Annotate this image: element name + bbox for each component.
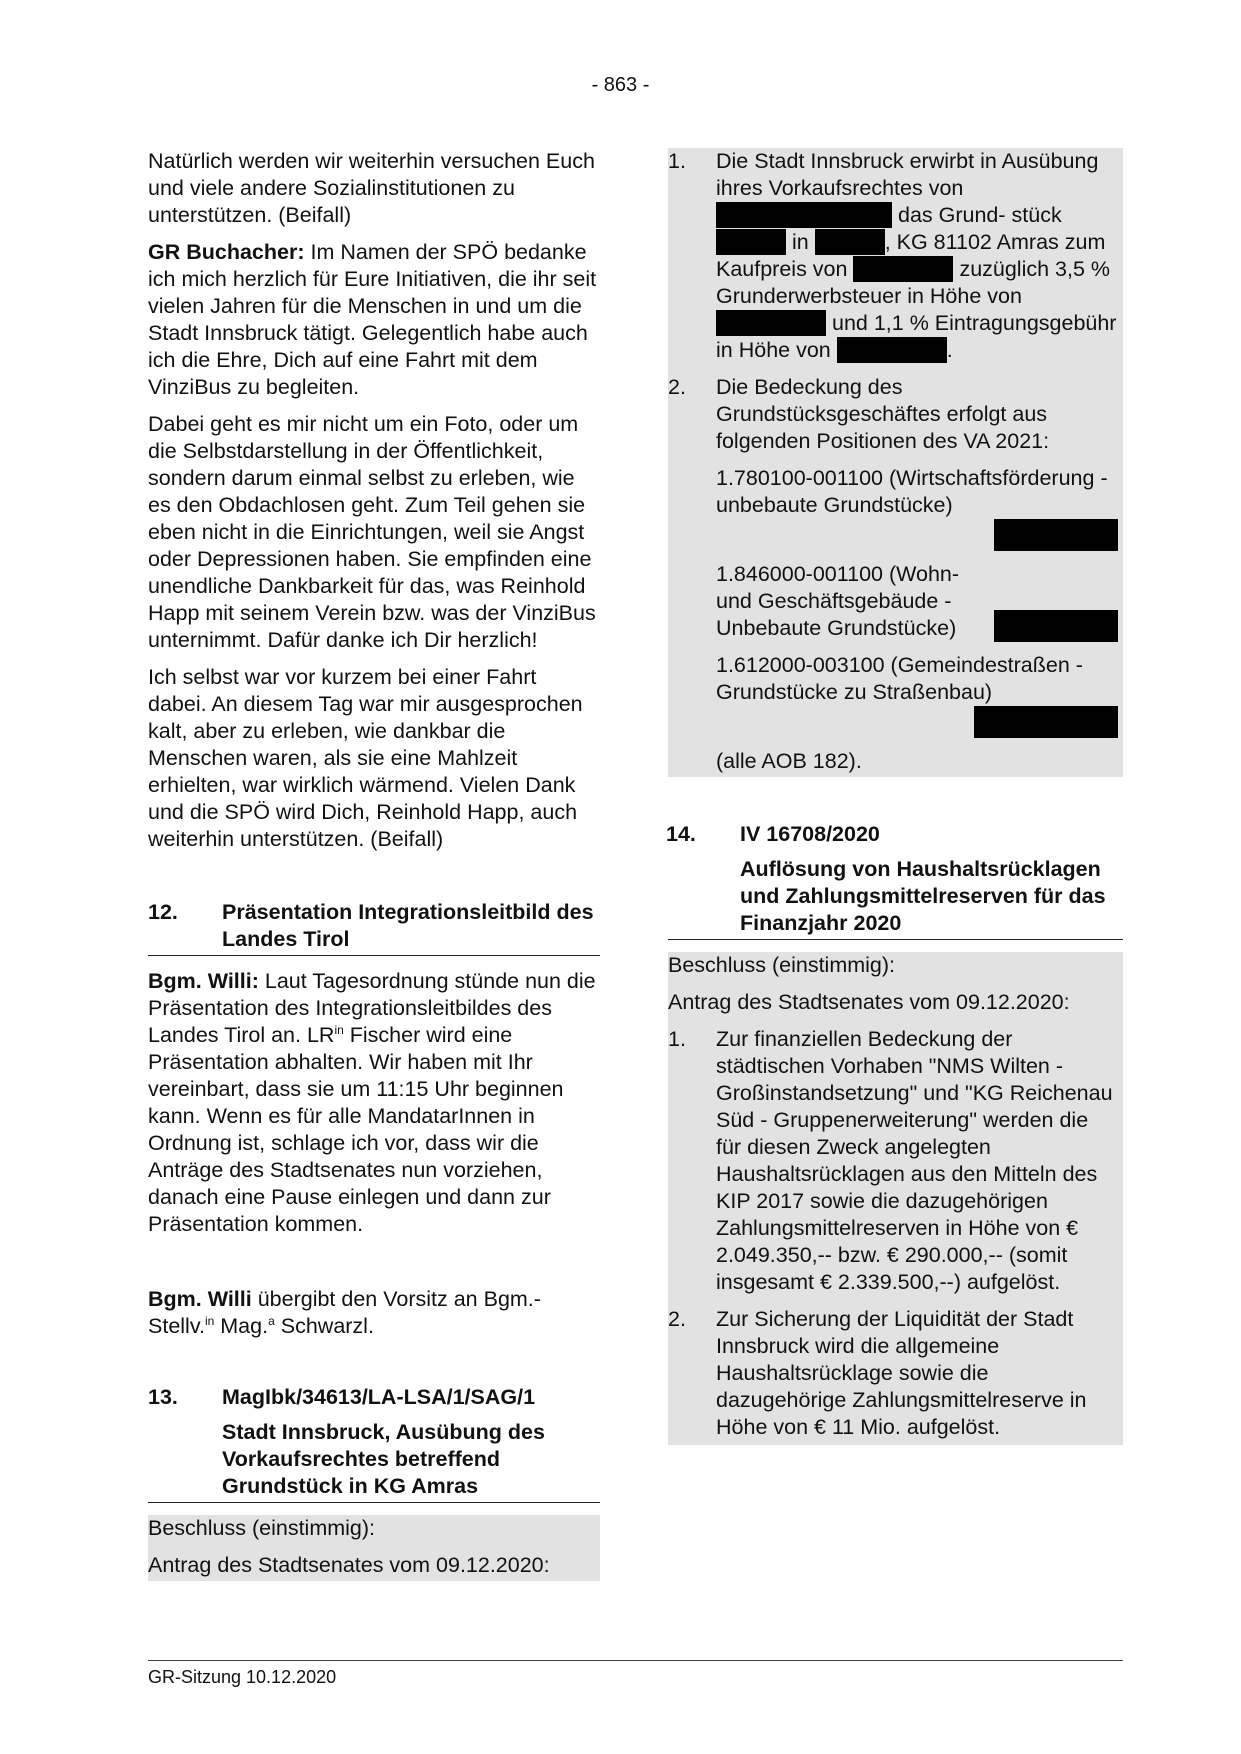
speech-text: Im Namen der SPÖ bedanke ich mich herzlich für Eure Initiativen, die ihr seit vielen Jahren für die Menschen in und um die Stadt Innsbruck tätigt. Gelegentlich habe auch ich die Ehre, Dich auf eine Fahrt mit dem VinziBus zu begleiten. [148,240,597,399]
left-column [148,148,600,1581]
item-title: Stadt Innsbruck, Ausübung des Vorkaufsrechtes betreffend Grundstück in KG Amras [222,1420,545,1498]
text: das Grund- [897,203,1006,227]
list-number: 1. [668,1027,686,1051]
text: und 1,1 % Eintragungsgebühr in Höhe von [716,311,1117,362]
superscript: in [204,1314,215,1328]
redacted-block [716,229,786,255]
text: stück [1011,203,1062,227]
paragraph-vorsitz [148,1286,600,1340]
resolution-label: Beschluss (einstimmig): [668,953,895,977]
agenda-item-13 [148,1384,600,1503]
redacted-block [853,256,953,282]
item-number: 14. [666,822,696,846]
item-number: 13. [148,1385,178,1409]
footer-rule [148,1660,1123,1661]
list-item [668,1026,1118,1296]
budget-position: 1.846000-001100 (Wohn- und Geschäftsgebäude - Unbebaute Grundstücke) [716,562,960,640]
text: Die Stadt Innsbruck erwirbt in Ausübung ihres Vorkaufsrechtes von [716,149,1099,200]
budget-positions [716,465,1118,775]
list-text: Zur finanziellen Bedeckung der städtischen Vorhaben "NMS Wilten - Großinstandsetzung" und "KG Reichenau Süd - Gruppenerweiterung" werden die für diesen Zweck angelegten Haushaltsrücklagen aus den Mitteln des KIP 2017 sowie die dazugehörigen Zahlungsmittelreserven in Höhe von € 2.049.350,-- bzw. € 290.000,-- (somit insgesamt € 2.339.500,--) aufgelöst. [716,1027,1113,1294]
redacted-block [994,519,1118,551]
item-number: 12. [148,900,178,924]
page-number: - 863 - [591,74,650,96]
paragraph-motivation: Dabei geht es mir nicht um ein Foto, oder um die Selbstdarstellung in der Öffentlichkeit, sondern darum einmal selbst zu erleben, wie es den Obdachlosen geht. Zum Teil gehen sie eben nicht in die Einrichtungen, weil sie Angst oder Depressionen haben. Sie empfinden eine unendliche Dankbarkeit für das, was Reinhold Happ mit seinem Verein bzw. was der VinziBus unternimmt. Dafür danke ich Dir herzlich! [148,412,596,652]
item-title: Präsentation Integrationsleitbild des Landes Tirol [222,900,594,951]
paragraph-buchacher [148,239,600,401]
redacted-block [974,706,1118,738]
list-number: 2. [668,375,686,399]
resolution-box [668,952,1123,1445]
list-number: 2. [668,1307,686,1331]
speaker-name: Bgm. Willi [148,1287,252,1311]
paragraph-experience: Ich selbst war vor kurzem bei einer Fahrt dabei. An diesem Tag war mir ausgesprochen kalt, aber zu erleben, wie dankbar die Menschen waren, als sie eine Mahlzeit erhielten, war wirklich wärmend. Vielen Dank und die SPÖ wird Dich, Reinhold Happ, auch weiterhin unterstützen. (Beifall) [148,665,583,851]
text: Schwarzl. [274,1314,374,1338]
speaker-name: Bgm. Willi: [148,969,259,993]
speech-text: Fischer wird eine Präsentation abhalten. Wir haben mit Ihr vereinbart, dass sie um 11:15 Uhr beginnen kann. Wenn es für alle MandatarInnen in Ordnung ist, schlage ich vor, dass wir die Anträge des Stadtsenates nun vorziehen, danach eine Pause einlegen und dann zur Präsentation kommen. [148,1023,564,1236]
superscript: a [268,1314,275,1328]
text: in [791,230,809,254]
list-item [668,1306,1118,1441]
redacted-block [815,229,885,255]
list-text [716,148,1118,364]
item-title: Auflösung von Haushaltsrücklagen und Zahlungsmittelreserven für das Finanzjahr 2020 [740,857,1106,935]
resolution-box [148,1515,600,1581]
item-reference: IV 16708/2020 [740,822,880,846]
text: übergibt den Vorsitz an Bgm.-Stellv. [148,1287,541,1338]
paragraph-closing: Natürlich werden wir weiterhin versuchen Euch und viele andere Sozialinstitutionen zu unterstützen. (Beifall) [148,149,595,227]
agenda-item-14 [668,821,1123,940]
list-number: 1. [668,149,686,173]
text: . [946,338,953,362]
list-text: Zur Sicherung der Liquidität der Stadt Innsbruck wird die allgemeine Haushaltsrücklage sowie die dazugehörige Zahlungsmittelreserve in Höhe von € 11 Mio. aufgelöst. [716,1307,1087,1439]
redacted-block [716,310,826,336]
list-text: Die Bedeckung des Grundstücksgeschäftes erfolgt aus folgenden Positionen des VA 2021: [716,375,1050,453]
agenda-item-12 [148,899,600,956]
right-column [668,148,1123,1445]
list-item [668,374,1118,455]
resolution-label: Beschluss (einstimmig): [148,1516,375,1540]
text: , KG 81102 Amras zum Kaufpreis von [716,230,1106,281]
item-reference: MagIbk/34613/LA-LSA/1/SAG/1 [222,1385,536,1409]
footer: GR-Sitzung 10.12.2020 [148,1667,337,1687]
budget-position: 1.780100-001100 (Wirtschaftsförderung - unbebaute Grundstücke) [716,466,1108,517]
redacted-block [994,610,1118,642]
redacted-block [837,337,947,363]
text: zuzüglich 3,5 % Grunderwerbsteuer in Höhe von [716,257,1111,308]
budget-note: (alle AOB 182). [716,749,862,773]
list-item [668,148,1118,364]
speaker-name: GR Buchacher: [148,240,305,264]
motion-label: Antrag des Stadtsenates vom 09.12.2020: [668,990,1070,1014]
resolution-continued [668,148,1123,777]
paragraph-willi [148,968,600,1238]
text: Mag. [214,1314,269,1338]
budget-position: 1.612000-003100 (Gemeindestraßen - Grundstücke zu Straßenbau) [716,653,1083,704]
redacted-block [716,202,892,228]
superscript: in [334,1023,344,1037]
speech-text: Laut Tagesordnung stünde nun die Präsentation des Integrationsleitbildes des Landes Tirol an. LR [148,969,596,1047]
motion-label: Antrag des Stadtsenates vom 09.12.2020: [148,1553,550,1577]
